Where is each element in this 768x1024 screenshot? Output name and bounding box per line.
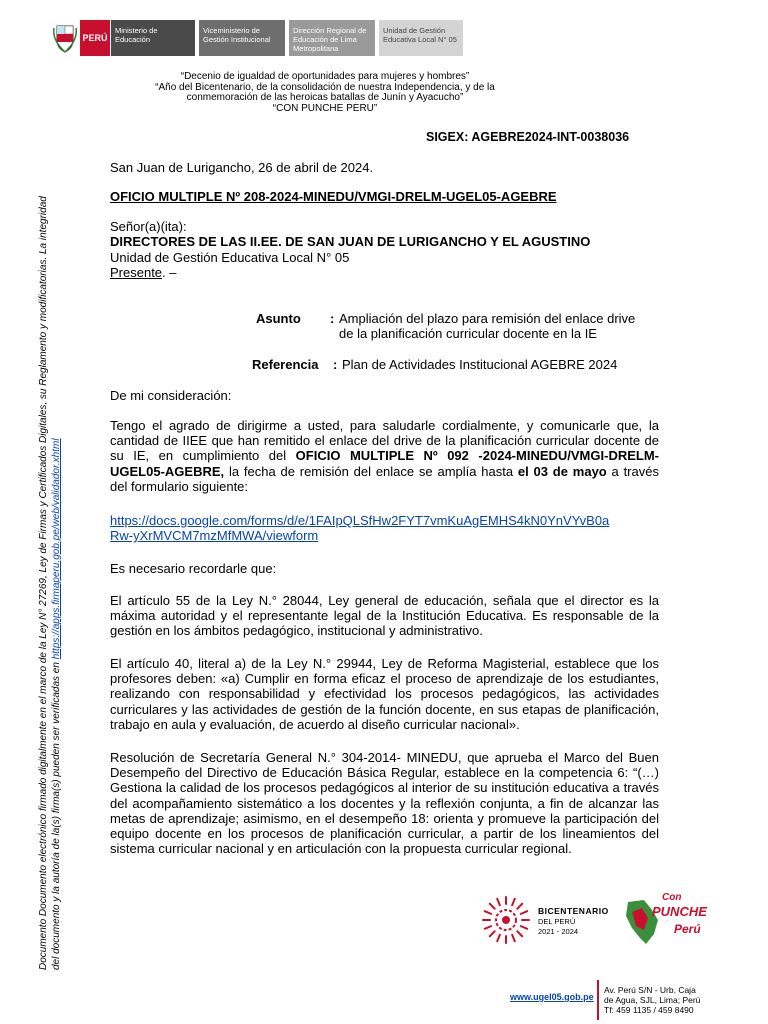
asunto-line2: de la planificación curricular docente en la IE [339,326,597,341]
digital-signature-note [38,110,63,970]
paragraph-ley-29944: El artículo 40, literal a) de la Ley N.° 29944, Ley de Reforma Magisterial, establece que los profesores deben: «a) Cumplir en forma eficaz el proceso de aprendizaje de los estudiantes, realizando con responsabilidad y efectividad los procesos pedagógicos, las actividades curriculares y las actividades de gestión de la función docente, en sus etapas de planificación, trabajo en aula y evaluación, de acuerdo al diseño curricular nacional». [110,656,659,732]
side-note-text: del documento y la autoría de la(s) firma(s) pueden ser verificadas en [50,659,62,970]
greeting: De mi consideración: [110,388,232,403]
footer-phone: Tf: 459 1135 / 459 8490 [604,1005,694,1015]
bicentenario-years: 2021 - 2024 [538,927,579,936]
header-ministerio: Ministerio de Educación [111,20,195,56]
reminder: Es necesario recordarle que: [110,561,277,576]
form-link[interactable] [110,513,609,543]
bicentenario-emblem-icon [478,892,534,948]
paragraph-ley-28044: El artículo 55 de la Ley N.° 28044, Ley general de educación, señala que el director es la máxima autoridad y el representante legal de la Institución Educativa. Es responsable de la gestión en los ámbitos pedagógico, institucional y administrativo. [110,593,659,639]
side-note-line [51,110,64,970]
recipient-unit: Unidad de Gestión Educativa Local N° 05 [110,250,350,265]
place-date: San Juan de Lurigancho, 26 de abril de 2024. [110,160,374,175]
referencia-text: Plan de Actividades Institucional AGEBRE 2024 [342,357,618,372]
header-ugel: Unidad de Gestión Educativa Local N° 05 [379,20,463,56]
form-link-line[interactable]: Rw-yXrMVCM7mzMfMWA/viewform [110,528,319,544]
referencia-label: Referencia [252,357,319,372]
referencia-colon: : [333,357,338,372]
footer-address [604,985,700,1015]
decenio-block [110,72,540,114]
para1-text: la fecha de remisión del enlace se amplía hasta [224,463,518,479]
recipient-name: DIRECTORES DE LAS II.EE. DE SAN JUAN DE LURIGANCHO Y EL AGUSTINO [110,234,591,249]
decenio-line: “Año del Bicentenario, de la consolidación de nuestra Independencia, y de la [155,81,495,93]
header-viceministerio: Viceministerio de Gestión Institucional [199,20,285,56]
decenio-line: conmemoración de las heroicas batallas de Junín y Ayacucho” [186,92,464,104]
asunto-label: Asunto [256,311,301,326]
punche-con: Con [662,892,682,903]
paragraph-resolucion: Resolución de Secretaría General N.° 304-2014- MINEDU, que aprueba el Marco del Buen Desempeño del Directivo de Educación Básica Regular, establece en la competencia 6: “(…) Gestiona la calidad de los procesos pedagógicos al interior de su institución educativa a través del acompañamiento sistemático a los docentes y la reflexión conjunta, a fin de alcanzar las metas de aprendizaje; asimismo, en el desempeño 18: orienta y promueve la participación del equipo docente en los procesos de planificación curricular, a partir de los lineamientos del sistema curricular nacional y en articulación con la propuesta curricular regional. [110,750,659,857]
para1-oficio-ref: OFICIO MULTIPLE Nº 092 -2024-MINEDU/VMGI-DRELM-UGEL05-AGEBRE, [110,448,659,479]
presente-suffix: . – [162,265,177,280]
asunto-colon: : [330,311,335,326]
footer-divider [597,980,599,1020]
presente [110,265,177,280]
coat-of-arms-icon [52,20,78,54]
bicentenario-sub: DEL PERÚ [538,917,576,926]
presente-word: Presente [110,265,163,280]
footer-address-line: Av. Perú S/N - Urb. Caja [604,985,696,995]
ugel-website-link[interactable]: www.ugel05.gob.pe [510,992,594,1002]
decenio-line: “CON PUNCHE PERU” [272,102,378,114]
sigex-code: SIGEX: AGEBRE2024-INT-0038036 [426,130,630,144]
institutional-header [52,20,463,56]
form-link-line[interactable]: https://docs.google.com/forms/d/e/1FAIpQLSfHw2FYT7vmKuAgEMHS4kN0YnVYvB0a [110,513,610,528]
bicentenario-title: BICENTENARIO [538,906,609,916]
validator-link[interactable]: https://apps.firmaperu.gob.pe/web/validador.xhtml [50,438,62,660]
recipient-salutation: Señor(a)(ita): [110,219,187,234]
punche-word: PUNCHE [652,904,707,919]
bicentenario-logo [478,892,618,948]
decenio-line: “Decenio de igualdad de oportunidades para mujeres y hombres” [180,71,470,82]
header-direccion-regional: Dirección Regional de Educación de Lima Metropolitana [289,20,375,56]
para1-text: Tengo el agrado de dirigirme a usted, para saludarle cordialmente, y comunicarle que, la cantidad de IIEE que han remitido el enlace del drive de la planificación curricular docente de su IE, en cumplimiento del [110,418,659,464]
para1-text: a través del formulario siguiente: [110,463,659,494]
con-punche-peru-logo [622,892,714,948]
footer-address-line: de Agua, SJL, Lima; Perú [604,995,701,1005]
asunto-line1: Ampliación del plazo para remisión del enlace drive [339,311,636,326]
side-note-line: Documento Documento electrónico firmado digitalmente en el marco de la Ley N° 27269, Ley de Firmas y Certificados Digitales, su Reglamento y modificatorias. La integridad [38,196,49,970]
paragraph-intro [110,418,659,494]
peru-label: PERÚ [80,20,110,56]
oficio-title: OFICIO MULTIPLE Nº 208-2024-MINEDU/VMGI-DRELM-UGEL05-AGEBRE [110,189,557,204]
para1-deadline: el 03 de mayo [517,463,607,479]
punche-peru: Perú [674,922,701,936]
